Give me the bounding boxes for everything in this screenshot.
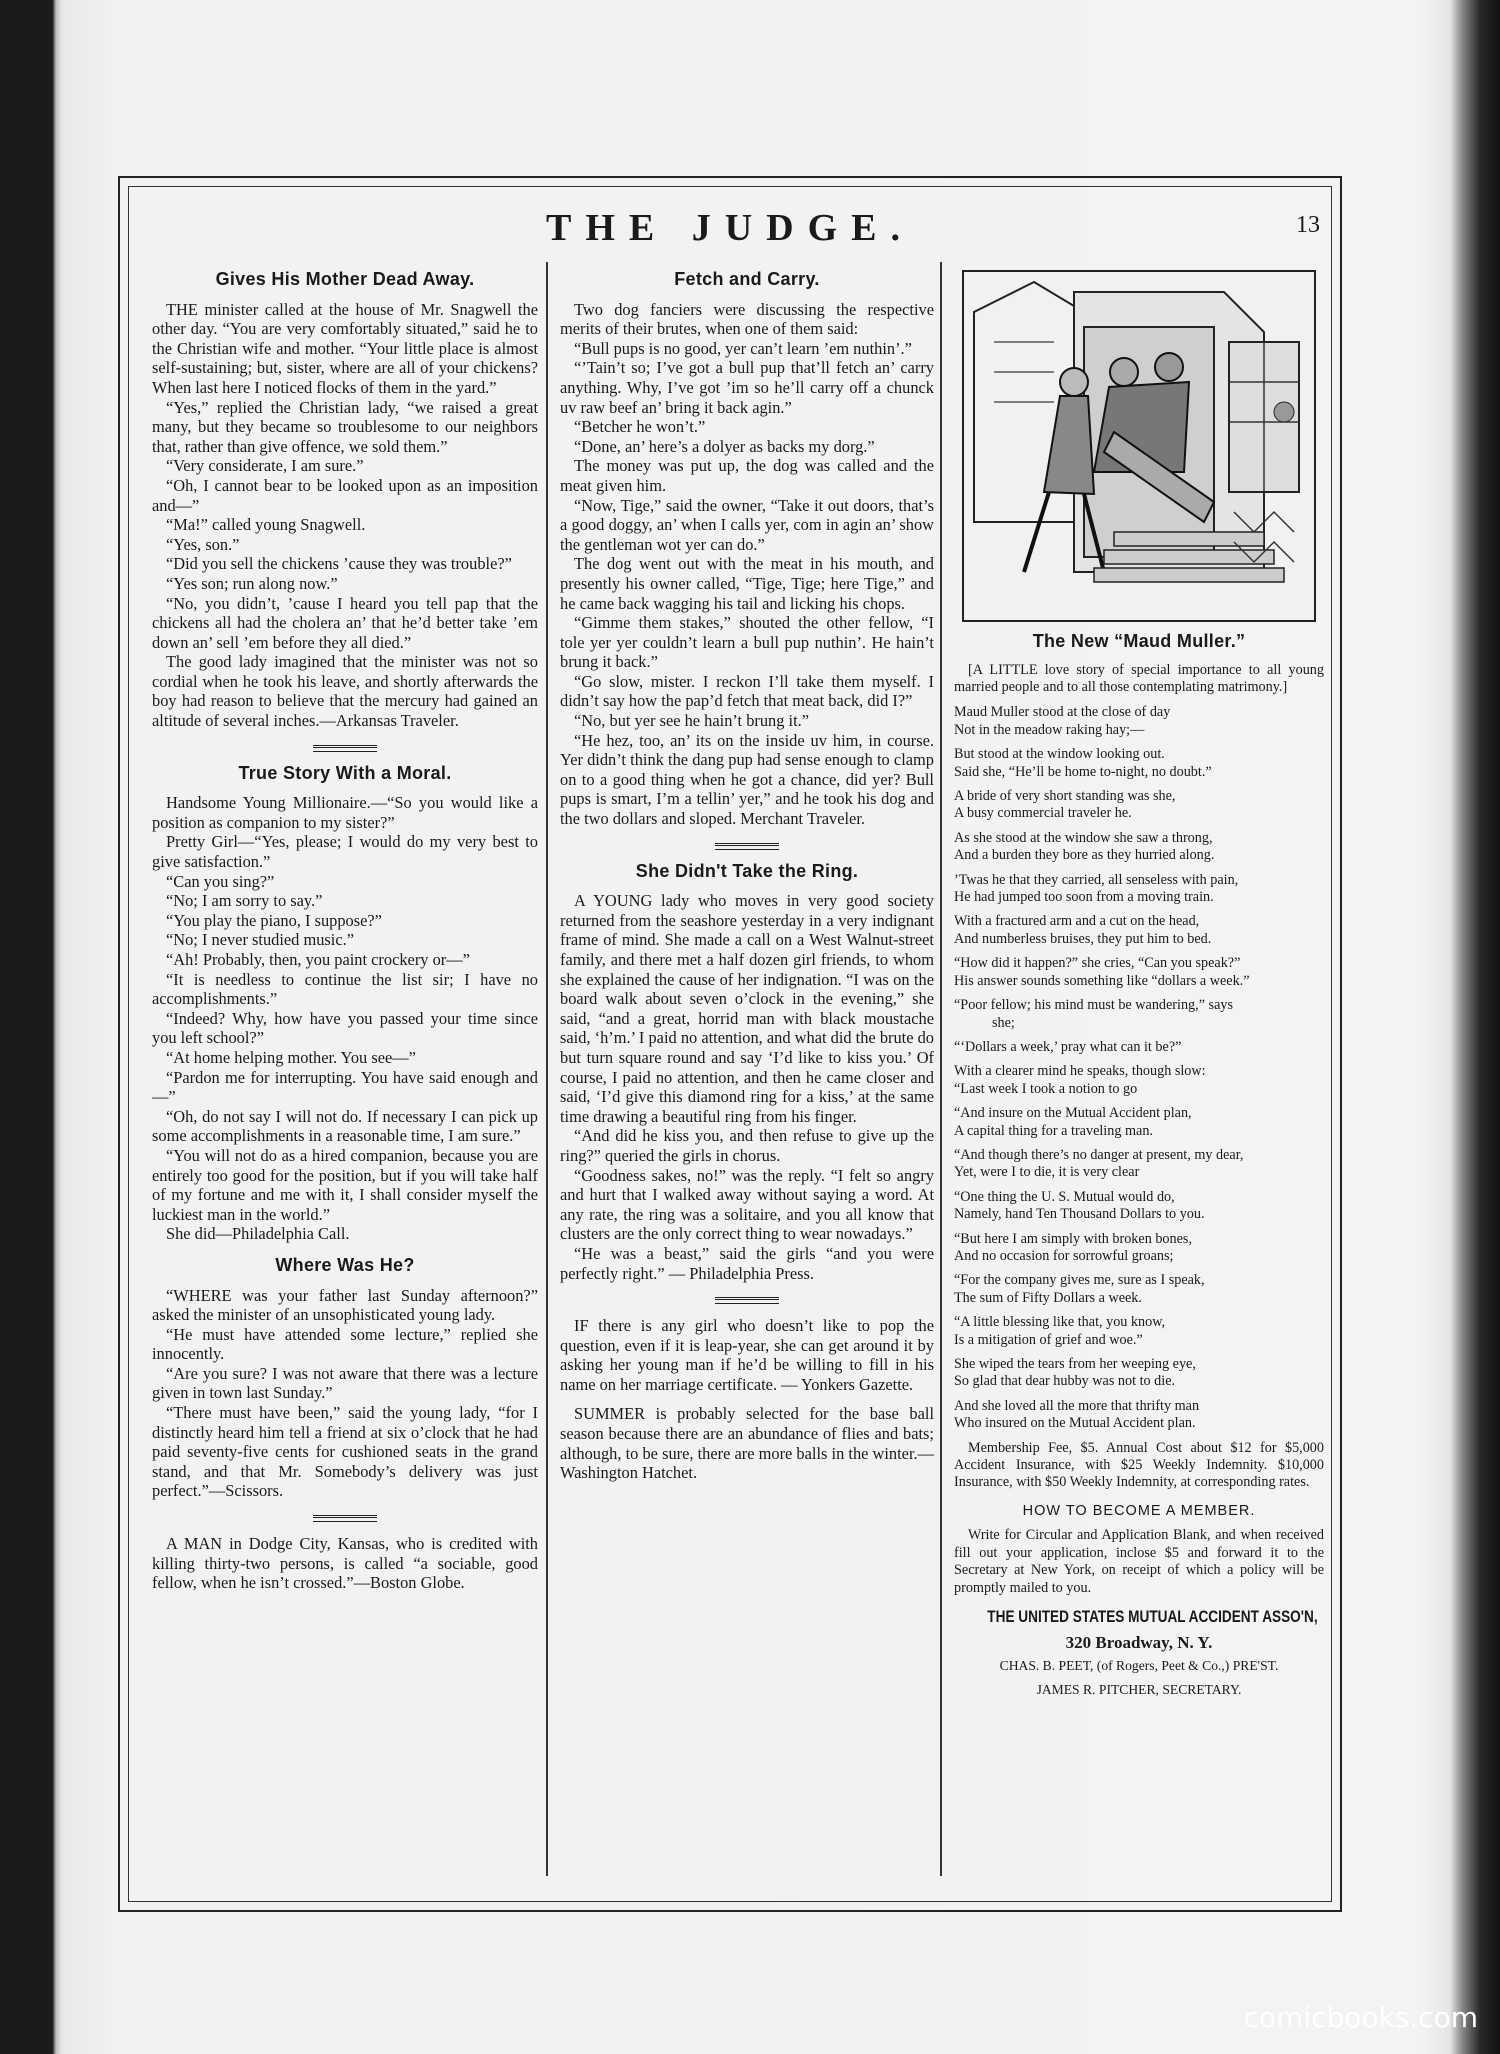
stanza: “And insure on the Mutual Accident plan, A capital thing for a traveling man. bbox=[954, 1105, 1192, 1139]
paragraph: THE minister called at the house of Mr. Snagwell the other day. “You are very comfortably situated,” said he to the Christian wife and mother. “Your little place is almost self-sustaining; but, sister, where are all of your chickens? When last here I noticed flocks of them in the yard.” bbox=[152, 299, 538, 397]
article-title: Gives His Mother Dead Away. bbox=[215, 269, 475, 289]
advertiser-address: 320 Broadway, N. Y. bbox=[1065, 1632, 1213, 1652]
paragraph: Two dog fanciers were discussing the respective merits of their brutes, when one of them said: bbox=[560, 299, 934, 339]
article-body bbox=[560, 891, 934, 1283]
advertiser-president: CHAS. B. PEET, (of Rogers, Peet & Co.,) PRE'ST. bbox=[999, 1658, 1279, 1674]
column-rule bbox=[546, 262, 548, 1876]
paragraph: “Indeed? Why, how have you passed your time since you left school?” bbox=[152, 1008, 538, 1048]
article-body bbox=[152, 1286, 538, 1502]
paragraph: “Are you sure? I was not aware that there was a lecture given in town last Sunday.” bbox=[152, 1363, 538, 1403]
stanza: With a fractured arm and a cut on the head, And numberless bruises, they put him to bed. bbox=[954, 913, 1212, 947]
stanza: ’Twas he that they carried, all senseless with pain, He had jumped too soon from a moving train. bbox=[954, 871, 1239, 906]
paragraph: The money was put up, the dog was called and the meat given him. bbox=[560, 456, 934, 495]
paragraph: “Yes, son.” bbox=[166, 534, 240, 554]
paragraph: “Betcher he won’t.” bbox=[574, 417, 706, 437]
stanza: She wiped the tears from her weeping eye, So glad that dear hubby was not to die. bbox=[954, 1356, 1196, 1390]
paragraph: “Did you sell the chickens ’cause they was trouble?” bbox=[166, 554, 512, 574]
paragraph: SUMMER is probably selected for the base ball season because there are an abundance of flies and bats; although, to be sure, there are more balls in the winter.—Washington Hatchet. bbox=[560, 1404, 934, 1483]
advertiser-secretary: JAMES R. PITCHER, SECRETARY. bbox=[1036, 1681, 1242, 1697]
howto-heading: HOW TO BECOME A MEMBER. bbox=[1022, 1502, 1256, 1519]
article-body bbox=[152, 300, 538, 731]
paragraph: “WHERE was your father last Sunday afternoon?” asked the minister of an unsophisticated young lady. bbox=[152, 1285, 538, 1325]
poem bbox=[954, 704, 1324, 1432]
paragraph: “There must have been,” said the young lady, “for I distinctly heard him tell a friend at six o’clock that he had paid seventy-five cents for cushioned seats in the grand stand, and that Mr. Somebody’s delivery was just perfect.”—Scissors. bbox=[152, 1403, 538, 1501]
paragraph: “No; I never studied music.” bbox=[166, 930, 354, 950]
paragraph: “And did he kiss you, and then refuse to give up the ring?” queried the girls in chorus. bbox=[560, 1126, 934, 1165]
paragraph: “You will not do as a hired companion, because you are entirely too good for the position, but if you will take half of my fortune and me with it, I shall consider myself the luckiest man in the world.” bbox=[152, 1145, 538, 1224]
paragraph: “’Tain’t so; I’ve got a bull pup that’ll fetch an’ carry anything. Why, I’ve got ’im so he’ll carry off a chunck uv raw beef an’ bring it back agin.” bbox=[560, 358, 934, 417]
stanza: With a clearer mind he speaks, though slow: “Last week I took a notion to go bbox=[954, 1063, 1206, 1097]
paragraph: “No, but yer see he hain’t brung it.” bbox=[574, 711, 810, 731]
stanza: “And though there’s no danger at present, my dear, Yet, were I to die, it is very clear bbox=[954, 1146, 1244, 1181]
paragraph: “He must have attended some lecture,” replied she innocently. bbox=[152, 1324, 538, 1364]
paragraph: IF there is any girl who doesn’t like to pop the question, even if it is leap-year, she can get around it by asking her young man if he’d be willing to fill in his name on her marriage certificate. — Yonkers Gazette. bbox=[560, 1316, 934, 1394]
column-rule bbox=[940, 262, 942, 1876]
paragraph: “He hez, too, an’ its on the inside uv him, in course. Yer didn’t think the dang pup had sense enough to clamp on to a good thing when he got a chance, did yer? Bull pups is smart, I’m a tellin’ yer,” and he took his dog and the two dollars and sloped. Merchant Traveler. bbox=[560, 730, 934, 829]
paragraph: “Oh, I cannot bear to be looked upon as an imposition and—” bbox=[152, 475, 538, 515]
howto-text: Write for Circular and Application Blank, and when received fill out your application, inclose $5 and forward it to the Secretary at New York, on receipt of which a policy will be promptly mailed to you. bbox=[954, 1527, 1324, 1596]
stanza: A bride of very short standing was she, A busy commercial traveler he. bbox=[954, 788, 1176, 822]
paragraph: “Yes son; run along now.” bbox=[166, 573, 338, 593]
advertiser-name: THE UNITED STATES MUTUAL ACCIDENT ASSO'N, bbox=[987, 1607, 1318, 1627]
paragraph: A MAN in Dodge City, Kansas, who is credited with killing thirty-two persons, is called “a sociable, good fellow, when he isn’t crossed.”—Boston Globe. bbox=[152, 1534, 538, 1593]
paragraph: Pretty Girl—“Yes, please; I would do my very best to give satisfaction.” bbox=[152, 832, 538, 872]
paragraph: She did—Philadelphia Call. bbox=[166, 1224, 350, 1244]
stanza: As she stood at the window she saw a throng, And a burden they bore as they hurried along. bbox=[954, 829, 1215, 864]
paragraph: “It is needless to continue the list sir; I have no accomplishments.” bbox=[152, 969, 538, 1009]
membership-terms: Membership Fee, $5. Annual Cost about $12 for $5,000 Accident Insurance, with $25 Weekly Indemnity. $10,000 Insurance, with $50 Weekly Indemnity, at corresponding rates. bbox=[954, 1439, 1324, 1491]
column-2 bbox=[560, 264, 934, 1483]
stanza: “‘Dollars a week,’ pray what can it be?” bbox=[954, 1038, 1182, 1055]
paragraph: “Pardon me for interrupting. You have said enough and—” bbox=[152, 1067, 538, 1107]
section-divider bbox=[313, 1515, 377, 1522]
paragraph: “Oh, do not say I will not do. If necessary I can pick up some accomplishments in a reasonable time, I am sure.” bbox=[152, 1106, 538, 1146]
stanza: “A little blessing like that, you know, Is a mitigation of grief and woe.” bbox=[954, 1314, 1166, 1348]
binding-gutter bbox=[0, 0, 52, 2054]
paragraph: The dog went out with the meat in his mouth, and presently his owner called, “Tige, Tige; here Tige,” and he came back wagging his tail and licking his chops. bbox=[560, 554, 934, 613]
paragraph: “Goodness sakes, no!” was the reply. “I felt so angry and hurt that I walked away without saying a word. At any rate, the ring was a solitaire, and you all know that clusters are the only correct thing to wear nowadays.” bbox=[560, 1165, 934, 1244]
paragraph: “Go slow, mister. I reckon I’ll take them myself. I didn’t say how the pap’d fetch that meat back, did I?” bbox=[560, 671, 934, 711]
section-divider bbox=[715, 1297, 779, 1304]
paragraph: The good lady imagined that the minister was not so cordial when he took his leave, and shortly afterwards the boy had reason to believe that the mercury had gained an altitude of several inches.—Arkansas Traveler. bbox=[152, 652, 538, 731]
stanza: “Poor fellow; his mind must be wandering,” says she; bbox=[954, 997, 1233, 1031]
column-3 bbox=[954, 264, 1324, 1699]
paragraph: “Done, an’ here’s a dolyer as backs my dorg.” bbox=[574, 436, 875, 456]
stanza: “One thing the U. S. Mutual would do, Namely, hand Ten Thousand Dollars to you. bbox=[954, 1188, 1205, 1223]
paragraph: “Can you sing?” bbox=[166, 871, 275, 891]
masthead: THE JUDGE. bbox=[545, 207, 915, 249]
section-divider bbox=[313, 745, 377, 752]
article-body bbox=[560, 300, 934, 829]
paragraph: A YOUNG lady who moves in very good society returned from the seashore yesterday in a very indignant frame of mind. She made a call on a West Walnut-street family, and there met a half dozen girl friends, to whom she explained the cause of her indignation. “I was on the board walk about seven o’clock in the evening,” she said, “and a great, horrid man with black moustache said, ‘h’m.’ I paid no attention, and what did the brute do but turn square round and say ‘I’d like to kiss you.’ Of course, I paid no attention, and then he came closer and said, ‘I’d give this diamond ring for a kiss,’ at the same time drawing a beautiful ring from his finger. bbox=[560, 891, 934, 1126]
intro-note: [A LITTLE love story of special importance to all young married people and to all those contemplating matrimony.] bbox=[954, 661, 1324, 695]
paragraph: “He was a beast,” said the girls “and you were perfectly right.” — Philadelphia Press. bbox=[560, 1243, 934, 1283]
site-watermark: comicbooks.com bbox=[1243, 2001, 1478, 2034]
paragraph: “Bull pups is no good, yer can’t learn ’em nuthin’.” bbox=[574, 338, 912, 358]
stanza: But stood at the window looking out. Said she, “He’ll be home to-night, no doubt.” bbox=[954, 746, 1212, 780]
paragraph: Handsome Young Millionaire.—“So you would like a position as companion to my sister?” bbox=[152, 793, 538, 832]
stanza: And she loved all the more that thrifty man Who insured on the Mutual Accident plan. bbox=[954, 1397, 1200, 1432]
paragraph: “Gimme them stakes,” shouted the other fellow, “I tole yer yer couldn’t learn a bull pup nuthin’. He hain’t brung it back.” bbox=[560, 613, 934, 672]
article-title: She Didn't Take the Ring. bbox=[635, 860, 859, 881]
column-1 bbox=[152, 264, 538, 1593]
article-body bbox=[152, 793, 538, 1244]
article-title: Where Was He? bbox=[275, 1254, 415, 1275]
paragraph: “Very considerate, I am sure.” bbox=[166, 456, 364, 476]
paragraph: “Ah! Probably, then, you paint crockery or—” bbox=[166, 950, 470, 969]
article-title: True Story With a Moral. bbox=[238, 762, 452, 783]
article-title: Fetch and Carry. bbox=[674, 269, 820, 289]
paragraph: “You play the piano, I suppose?” bbox=[166, 910, 382, 930]
article-title: The New “Maud Muller.” bbox=[1032, 631, 1246, 651]
stanza: Maud Muller stood at the close of day Not in the meadow raking hay;— bbox=[954, 704, 1171, 738]
stanza: “For the company gives me, sure as I speak, The sum of Fifty Dollars a week. bbox=[954, 1272, 1205, 1306]
paragraph: “No, you didn’t, ’cause I heard you tell pap that the chickens all had the cholera an’ that he’d better take ’em down an’ sell ’em before they all died.” bbox=[152, 593, 538, 652]
paragraph: “At home helping mother. You see—” bbox=[166, 1047, 416, 1067]
paragraph: “Yes,” replied the Christian lady, “we raised a great many, but they became so troublesome to our neighbors that, rather than give offence, we sold them.” bbox=[152, 397, 538, 456]
paragraph: “Ma!” called young Snagwell. bbox=[166, 515, 366, 535]
paragraph: “Now, Tige,” said the owner, “Take it out doors, that’s a good doggy, an’ when I calls yer, com in agin an’ show the gentleman wot yer can do.” bbox=[560, 495, 934, 554]
page-number: 13 bbox=[1296, 212, 1320, 238]
paragraph: “No; I am sorry to say.” bbox=[166, 891, 323, 911]
stanza: “How did it happen?” she cries, “Can you speak?” His answer sounds something like “dollars a week.” bbox=[954, 955, 1250, 989]
section-divider bbox=[715, 843, 779, 850]
illustration bbox=[962, 270, 1316, 622]
stanza: “But here I am simply with broken bones, And no occasion for sorrowful groans; bbox=[954, 1230, 1192, 1264]
